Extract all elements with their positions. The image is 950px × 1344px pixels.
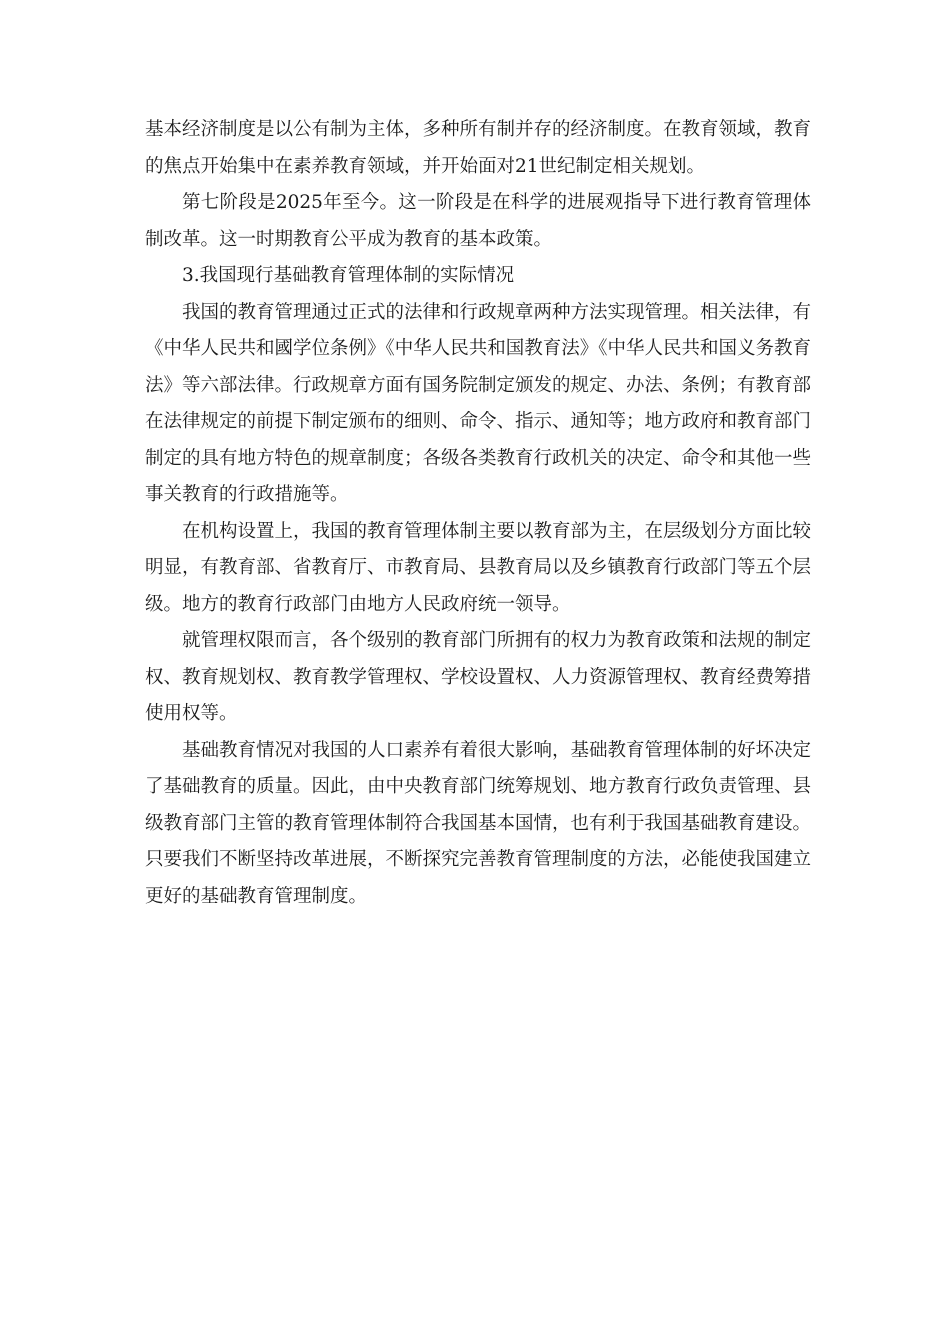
document-body <box>145 112 811 915</box>
section-heading: 3.我国现行基础教育管理体制的实际情况 <box>182 265 515 286</box>
paragraph-institutional-setup: 在机构设置上，我国的教育管理体制主要以教育部为主，在层级划分方面比较明显，有教育部、省教育厅、市教育局、县教育局以及乡镇教育行政部门等五个层级。地方的教育行政部门由地方人民政府统一领导。 <box>145 520 812 615</box>
paragraph-laws-regulations: 我国的教育管理通过正式的法律和行政规章两种方法实现管理。相关法律，有《中华人民共和國学位条例》《中华人民共和国教育法》《中华人民共和国义务教育法》等六部法律。行政规章方面有国务院制定颁发的规定、办法、条例；有教育部在法律规定的前提下制定颁布的细则、命令、指示、通知等；地方政府和教育部门制定的具有地方特色的规章制度；各级各类教育行政机关的决定、命令和其他一些事关教育的行政措施等。 <box>145 301 812 505</box>
paragraph-economic-system: 基本经济制度是以公有制为主体，多种所有制并存的经济制度。在教育领域，教育的焦点开始集中在素养教育领域，并开始面对21世纪制定相关规划。 <box>145 119 812 177</box>
paragraph-conclusion: 基础教育情况对我国的人口素养有着很大影响，基础教育管理体制的好坏决定了基础教育的质量。因此，由中央教育部门统筹规划、地方教育行政负责管理、县级教育部门主管的教育管理体制符合我国基本国情，也有利于我国基础教育建设。只要我们不断坚持改革进展，不断探究完善教育管理制度的方法，必能使我国建立更好的基础教育管理制度。 <box>145 739 812 907</box>
paragraph-seventh-stage: 第七阶段是2025年至今。这一阶段是在科学的进展观指导下进行教育管理体制改革。这一时期教育公平成为教育的基本政策。 <box>145 192 811 250</box>
paragraph-management-authority: 就管理权限而言，各个级别的教育部门所拥有的权力为教育政策和法规的制定权、教育规划权、教育教学管理权、学校设置权、人力资源管理权、教育经费筹措使用权等。 <box>145 630 812 724</box>
